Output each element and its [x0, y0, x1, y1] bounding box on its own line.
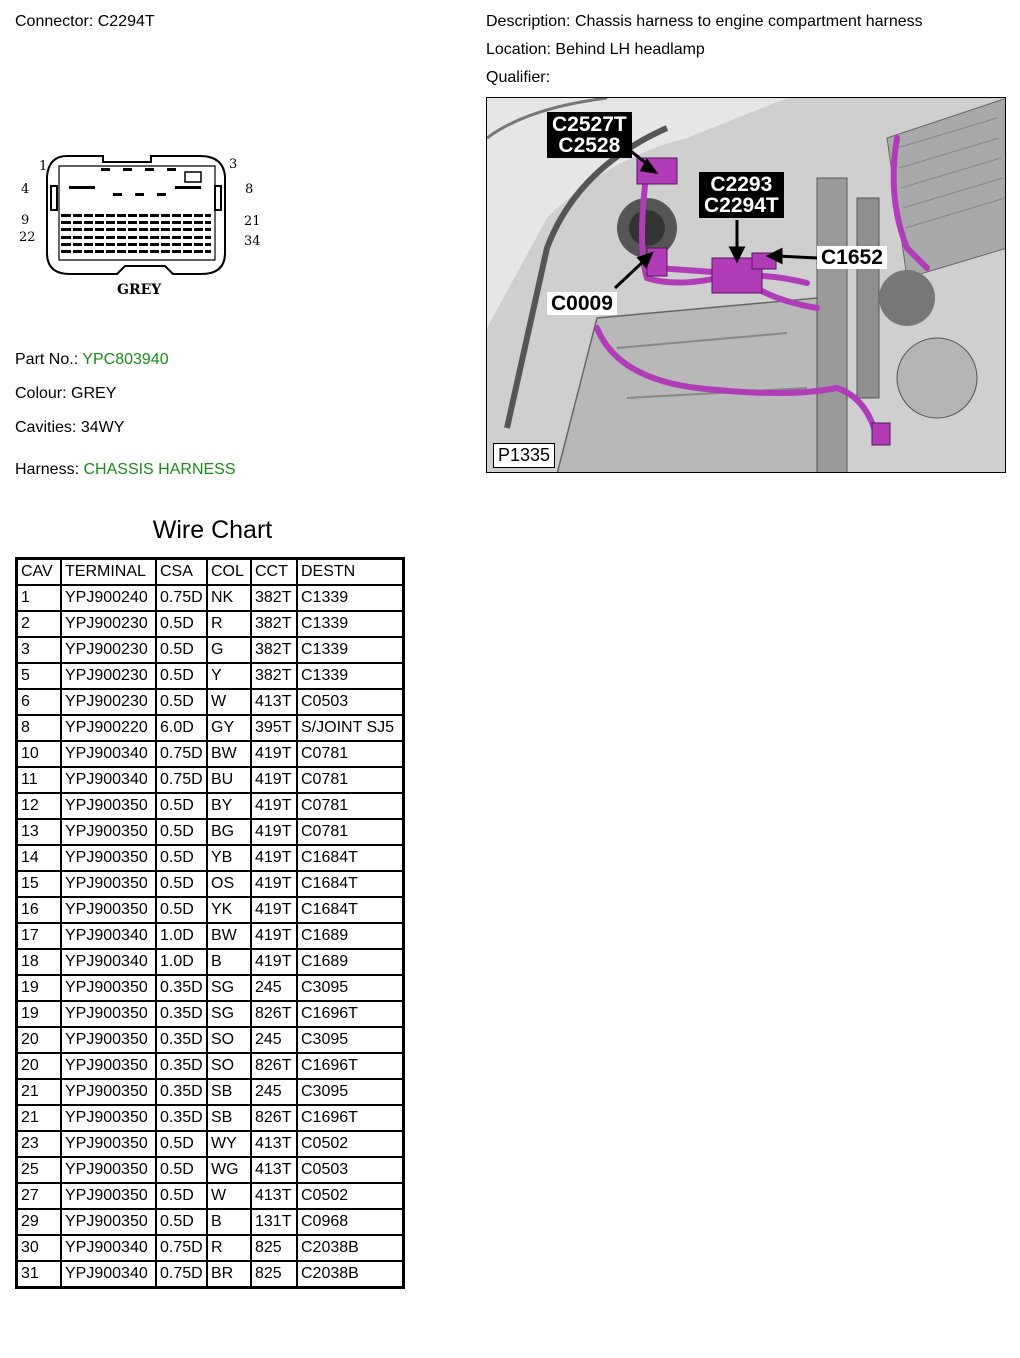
cell-destn: S/JOINT SJ5: [297, 715, 404, 741]
callout-c0009-text: C0009: [551, 292, 613, 315]
pin-label-21: 21: [244, 214, 261, 229]
table-row: [17, 663, 404, 689]
colour-value: GREY: [71, 385, 117, 402]
cell-destn: C0503: [297, 1157, 404, 1183]
location: [486, 41, 705, 59]
cell-csa: 1.0D: [156, 949, 207, 975]
cell-col: R: [207, 611, 251, 637]
cell-terminal: YPJ900350: [61, 819, 156, 845]
cell-cct: 419T: [251, 793, 297, 819]
cell-terminal: YPJ900350: [61, 845, 156, 871]
table-row: [17, 923, 404, 949]
cell-cav: 11: [17, 767, 62, 793]
part-number: [15, 351, 169, 369]
table-row: [17, 845, 404, 871]
table-row: [17, 1183, 404, 1209]
harness-link[interactable]: CHASSIS HARNESS: [83, 461, 236, 478]
cell-col: BU: [207, 767, 251, 793]
cell-col: W: [207, 689, 251, 715]
cell-col: B: [207, 949, 251, 975]
cell-terminal: YPJ900350: [61, 793, 156, 819]
cell-csa: 0.75D: [156, 1235, 207, 1261]
cell-terminal: YPJ900340: [61, 767, 156, 793]
cell-col: SG: [207, 975, 251, 1001]
wire-chart-header-row: [17, 559, 404, 586]
cell-terminal: YPJ900350: [61, 897, 156, 923]
cell-cav: 21: [17, 1079, 62, 1105]
callout-c2294t-text: C2294T: [704, 194, 779, 217]
table-row: [17, 1105, 404, 1131]
cell-cav: 2: [17, 611, 62, 637]
table-row: [17, 1027, 404, 1053]
colour: [15, 385, 116, 403]
cell-csa: 0.75D: [156, 767, 207, 793]
cell-cct: 245: [251, 1079, 297, 1105]
cell-cav: 6: [17, 689, 62, 715]
cell-cct: 826T: [251, 1001, 297, 1027]
cell-cct: 382T: [251, 611, 297, 637]
cell-terminal: YPJ900240: [61, 585, 156, 611]
cell-destn: C1684T: [297, 845, 404, 871]
table-row: [17, 1079, 404, 1105]
col-header-cav: CAV: [17, 559, 62, 586]
cell-destn: C1339: [297, 637, 404, 663]
table-row: [17, 793, 404, 819]
cell-cct: 419T: [251, 949, 297, 975]
cell-terminal: YPJ900340: [61, 1235, 156, 1261]
cell-col: SB: [207, 1105, 251, 1131]
cell-destn: C1684T: [297, 871, 404, 897]
cell-cct: 419T: [251, 897, 297, 923]
cell-terminal: YPJ900350: [61, 1079, 156, 1105]
col-header-cct: CCT: [251, 559, 297, 586]
table-row: [17, 1209, 404, 1235]
callout-c2527t-c2528: [547, 112, 632, 158]
cell-destn: C2038B: [297, 1235, 404, 1261]
cell-terminal: YPJ900220: [61, 715, 156, 741]
cell-cct: 382T: [251, 585, 297, 611]
cell-terminal: YPJ900350: [61, 1053, 156, 1079]
cell-destn: C1696T: [297, 1053, 404, 1079]
cell-col: G: [207, 637, 251, 663]
cell-cav: 27: [17, 1183, 62, 1209]
cell-cav: 3: [17, 637, 62, 663]
cell-cct: 245: [251, 975, 297, 1001]
callout-c1652: [817, 246, 887, 269]
cell-destn: C0503: [297, 689, 404, 715]
callout-c2293-c2294t: [699, 172, 784, 218]
cell-cct: 395T: [251, 715, 297, 741]
cell-cav: 30: [17, 1235, 62, 1261]
cell-cct: 419T: [251, 845, 297, 871]
cell-cct: 419T: [251, 767, 297, 793]
cell-csa: 0.5D: [156, 637, 207, 663]
harness-label: Harness:: [15, 461, 80, 478]
picture-code: P1335: [493, 443, 555, 468]
connector-label: Connector:: [15, 13, 94, 30]
cell-col: W: [207, 1183, 251, 1209]
table-row: [17, 871, 404, 897]
cell-cav: 19: [17, 1001, 62, 1027]
cell-terminal: YPJ900350: [61, 1209, 156, 1235]
description-label: Description:: [486, 13, 571, 30]
cell-cct: 419T: [251, 923, 297, 949]
cell-cct: 419T: [251, 819, 297, 845]
cell-csa: 0.5D: [156, 793, 207, 819]
cell-destn: C1696T: [297, 1105, 404, 1131]
table-row: [17, 1235, 404, 1261]
cell-destn: C1684T: [297, 897, 404, 923]
cell-cct: 413T: [251, 1157, 297, 1183]
cell-terminal: YPJ900350: [61, 871, 156, 897]
pin-label-8: 8: [245, 182, 254, 197]
cell-cct: 419T: [251, 741, 297, 767]
cell-terminal: YPJ900230: [61, 663, 156, 689]
cell-col: WY: [207, 1131, 251, 1157]
table-row: [17, 1261, 404, 1288]
cell-terminal: YPJ900350: [61, 1027, 156, 1053]
cell-terminal: YPJ900340: [61, 949, 156, 975]
cell-cav: 8: [17, 715, 62, 741]
cell-col: R: [207, 1235, 251, 1261]
table-row: [17, 949, 404, 975]
cell-csa: 1.0D: [156, 923, 207, 949]
table-row: [17, 1001, 404, 1027]
table-row: [17, 715, 404, 741]
cell-col: BR: [207, 1261, 251, 1288]
cell-terminal: YPJ900350: [61, 1001, 156, 1027]
cell-destn: C1696T: [297, 1001, 404, 1027]
cell-col: SB: [207, 1079, 251, 1105]
cell-destn: C0781: [297, 741, 404, 767]
table-row: [17, 1053, 404, 1079]
connector-colour-caption: GREY: [117, 282, 162, 298]
cell-col: SO: [207, 1027, 251, 1053]
cavities-value: 34WY: [80, 419, 125, 436]
cell-col: Y: [207, 663, 251, 689]
table-row: [17, 637, 404, 663]
cell-terminal: YPJ900340: [61, 741, 156, 767]
connector-id: [15, 13, 155, 31]
cell-cct: 825: [251, 1235, 297, 1261]
pin-label-4: 4: [21, 182, 30, 197]
cell-destn: C1339: [297, 611, 404, 637]
cell-cav: 5: [17, 663, 62, 689]
cell-destn: C3095: [297, 1079, 404, 1105]
cell-col: YK: [207, 897, 251, 923]
cell-destn: C0781: [297, 793, 404, 819]
table-row: [17, 819, 404, 845]
cell-terminal: YPJ900350: [61, 1131, 156, 1157]
cell-cav: 21: [17, 1105, 62, 1131]
cell-terminal: YPJ900350: [61, 975, 156, 1001]
cavities-label: Cavities:: [15, 419, 77, 436]
cell-col: GY: [207, 715, 251, 741]
cell-csa: 0.5D: [156, 1157, 207, 1183]
cell-cav: 16: [17, 897, 62, 923]
cell-destn: C3095: [297, 975, 404, 1001]
pin-label-9: 9: [21, 213, 30, 228]
table-row: [17, 975, 404, 1001]
pin-label-3: 3: [229, 157, 238, 172]
cell-terminal: YPJ900230: [61, 637, 156, 663]
colour-label: Colour:: [15, 385, 67, 402]
cavities: [15, 419, 124, 437]
cell-col: OS: [207, 871, 251, 897]
cell-terminal: YPJ900340: [61, 1261, 156, 1288]
table-row: [17, 1157, 404, 1183]
cell-destn: C1689: [297, 923, 404, 949]
cell-csa: 0.5D: [156, 689, 207, 715]
cell-csa: 0.35D: [156, 1053, 207, 1079]
col-header-csa: CSA: [156, 559, 207, 586]
cell-terminal: YPJ900230: [61, 611, 156, 637]
cell-cct: 825: [251, 1261, 297, 1288]
cell-cct: 245: [251, 1027, 297, 1053]
cell-col: BW: [207, 923, 251, 949]
pin-label-1: 1: [39, 159, 48, 174]
table-row: [17, 611, 404, 637]
cell-csa: 0.5D: [156, 663, 207, 689]
cell-cav: 20: [17, 1053, 62, 1079]
description-value: Chassis harness to engine compartment harness: [574, 13, 923, 30]
cell-destn: C1339: [297, 663, 404, 689]
cell-csa: 0.5D: [156, 1131, 207, 1157]
callout-c1652-text: C1652: [821, 246, 883, 269]
cell-terminal: YPJ900340: [61, 923, 156, 949]
wire-chart-body: [17, 585, 404, 1288]
cell-csa: 0.75D: [156, 1261, 207, 1288]
callout-c2293-text: C2293: [710, 173, 773, 196]
cell-destn: C0502: [297, 1183, 404, 1209]
cell-col: B: [207, 1209, 251, 1235]
cell-cct: 826T: [251, 1053, 297, 1079]
cell-destn: C1339: [297, 585, 404, 611]
harness: [15, 461, 236, 479]
description: [486, 13, 923, 31]
cell-cav: 25: [17, 1157, 62, 1183]
cell-destn: C1689: [297, 949, 404, 975]
cell-csa: 0.5D: [156, 819, 207, 845]
table-row: [17, 741, 404, 767]
cell-cct: 419T: [251, 871, 297, 897]
cell-destn: C3095: [297, 1027, 404, 1053]
table-row: [17, 585, 404, 611]
cell-cav: 12: [17, 793, 62, 819]
cell-terminal: YPJ900230: [61, 689, 156, 715]
cell-csa: 0.35D: [156, 1105, 207, 1131]
col-header-destn: DESTN: [297, 559, 404, 586]
cell-cav: 13: [17, 819, 62, 845]
cell-cav: 31: [17, 1261, 62, 1288]
cell-terminal: YPJ900350: [61, 1157, 156, 1183]
cell-terminal: YPJ900350: [61, 1105, 156, 1131]
callout-c2528-text: C2528: [558, 134, 621, 157]
cell-csa: 0.75D: [156, 741, 207, 767]
cell-col: BW: [207, 741, 251, 767]
col-header-col: COL: [207, 559, 251, 586]
cell-destn: C0968: [297, 1209, 404, 1235]
connector-value: C2294T: [97, 13, 155, 30]
connector-face-diagram: [15, 148, 275, 303]
cell-col: BY: [207, 793, 251, 819]
cell-cav: 15: [17, 871, 62, 897]
cell-col: NK: [207, 585, 251, 611]
cell-cav: 1: [17, 585, 62, 611]
wire-chart-table: [15, 557, 405, 1289]
cell-csa: 0.35D: [156, 1027, 207, 1053]
location-value: Behind LH headlamp: [555, 41, 705, 58]
cell-cav: 29: [17, 1209, 62, 1235]
part-number-label: Part No.:: [15, 351, 79, 368]
cell-col: YB: [207, 845, 251, 871]
cell-csa: 0.5D: [156, 611, 207, 637]
cell-csa: 0.5D: [156, 897, 207, 923]
qualifier: [486, 69, 550, 87]
cell-csa: 0.35D: [156, 975, 207, 1001]
cell-destn: C0781: [297, 767, 404, 793]
table-row: [17, 1131, 404, 1157]
cell-csa: 0.35D: [156, 1001, 207, 1027]
table-row: [17, 897, 404, 923]
cell-cav: 10: [17, 741, 62, 767]
cell-terminal: YPJ900350: [61, 1183, 156, 1209]
pin-label-34: 34: [244, 234, 261, 249]
cell-csa: 0.5D: [156, 1183, 207, 1209]
cell-destn: C0781: [297, 819, 404, 845]
cell-csa: 6.0D: [156, 715, 207, 741]
cell-cav: 17: [17, 923, 62, 949]
cell-cct: 826T: [251, 1105, 297, 1131]
qualifier-label: Qualifier:: [486, 69, 551, 86]
location-photo: [486, 97, 1006, 473]
cell-cct: 131T: [251, 1209, 297, 1235]
cell-csa: 0.5D: [156, 845, 207, 871]
callout-c0009: [547, 292, 617, 315]
cell-csa: 0.5D: [156, 1209, 207, 1235]
pin-label-22: 22: [19, 230, 36, 245]
cell-cav: 23: [17, 1131, 62, 1157]
cell-csa: 0.5D: [156, 871, 207, 897]
wire-chart-title: Wire Chart: [152, 516, 273, 544]
cell-col: BG: [207, 819, 251, 845]
cell-col: SG: [207, 1001, 251, 1027]
cell-csa: 0.75D: [156, 585, 207, 611]
table-row: [17, 689, 404, 715]
col-header-terminal: TERMINAL: [61, 559, 156, 586]
callout-c2527t-text: C2527T: [552, 113, 627, 136]
cell-cav: 14: [17, 845, 62, 871]
cell-cav: 20: [17, 1027, 62, 1053]
cell-destn: C0502: [297, 1131, 404, 1157]
table-row: [17, 767, 404, 793]
cell-col: SO: [207, 1053, 251, 1079]
cell-cct: 413T: [251, 1131, 297, 1157]
cell-cct: 413T: [251, 689, 297, 715]
location-label: Location:: [486, 41, 551, 58]
cell-cct: 413T: [251, 1183, 297, 1209]
cell-destn: C2038B: [297, 1261, 404, 1288]
cell-cav: 19: [17, 975, 62, 1001]
part-number-link[interactable]: YPC803940: [82, 351, 169, 368]
cell-csa: 0.35D: [156, 1079, 207, 1105]
cell-cav: 18: [17, 949, 62, 975]
cell-cct: 382T: [251, 663, 297, 689]
cell-col: WG: [207, 1157, 251, 1183]
cell-cct: 382T: [251, 637, 297, 663]
